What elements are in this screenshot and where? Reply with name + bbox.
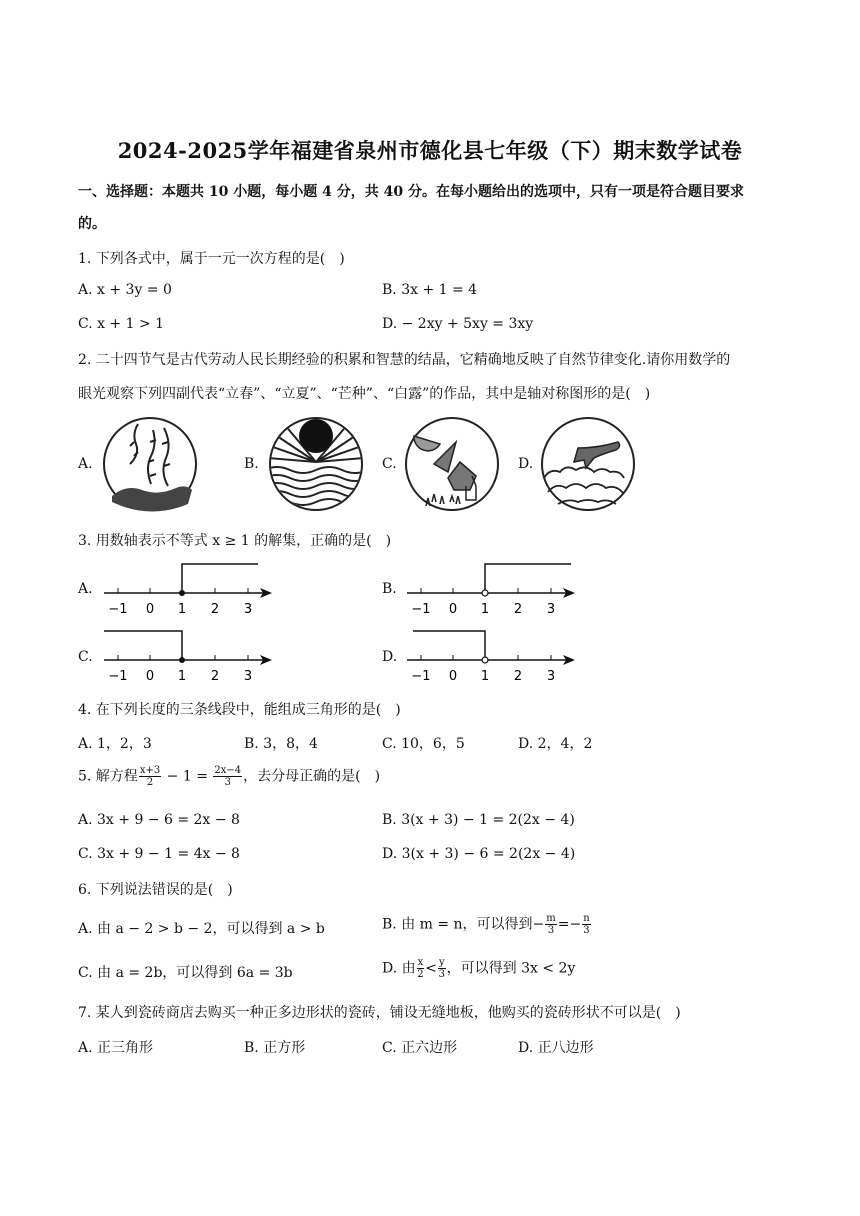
q2-option-c-label: C. — [382, 456, 397, 472]
q5-stem — [78, 765, 380, 788]
q7-option-c: C. 正六边形 — [382, 1040, 458, 1056]
q3-option-c-label: C. — [78, 649, 93, 665]
q2-option-b-label: B. — [244, 456, 259, 472]
q5-option-d: D. 3(x + 3) − 6 = 2(2x − 4) — [382, 846, 576, 862]
fraction-denominator: 3 — [583, 925, 590, 936]
fraction — [438, 957, 446, 980]
q5-stem-prefix: 5. 解方程 — [78, 768, 138, 785]
fraction-denominator: 3 — [547, 925, 555, 936]
tick-label: 1 — [177, 669, 187, 684]
fraction-numerator: 2x−4 — [214, 765, 242, 776]
tick-label: 2 — [210, 669, 220, 684]
q2-option-a-label: A. — [78, 456, 93, 472]
q5-option-a: A. 3x + 9 − 6 = 2x − 8 — [78, 812, 240, 828]
fraction-numerator: x+3 — [139, 765, 161, 776]
fraction-numerator: x — [417, 957, 424, 968]
q5-fraction-right — [213, 765, 242, 788]
tick-label: 0 — [145, 669, 155, 684]
q5-fraction-left — [139, 765, 161, 788]
q6-option-b — [382, 913, 592, 936]
q2-stem-line2: 眼光观察下列四副代表“立春”、“立夏”、“芒种”、“白露”的作品，其中是轴对称图形的是( ) — [78, 386, 651, 402]
q5-option-b: B. 3(x + 3) − 1 = 2(2x − 4) — [382, 812, 575, 828]
q5-stem-suffix: ，去分母正确的是( ) — [243, 768, 381, 785]
q6-option-d-prefix: D. 由 — [382, 960, 416, 977]
tick-label: 3 — [546, 669, 556, 684]
q3-option-b-label: B. — [382, 581, 397, 597]
fraction-denominator: 3 — [224, 777, 231, 788]
q5-option-c: C. 3x + 9 − 1 = 4x − 8 — [78, 846, 240, 862]
q7-option-a: A. 正三角形 — [78, 1040, 154, 1056]
q4-option-b: B. 3，8，4 — [244, 736, 318, 752]
mangzhong-emblem-image — [400, 416, 508, 512]
q4-stem: 4. 在下列长度的三条线段中，能组成三角形的是( ) — [78, 702, 401, 718]
q5-stem-middle: − 1 = — [162, 768, 213, 785]
fraction-numerator: m — [546, 913, 556, 924]
q1-option-c: C. x + 1 > 1 — [78, 316, 165, 332]
q3-option-a-label: A. — [78, 581, 93, 597]
fraction — [417, 957, 425, 980]
q4-option-a: A. 1，2，3 — [78, 736, 152, 752]
q6-option-d — [382, 957, 575, 980]
bailu-emblem-image — [536, 416, 644, 512]
tick-label: −1 — [108, 602, 128, 617]
q6-option-b-middle: =− — [557, 916, 582, 933]
q3-number-line-b — [403, 560, 583, 620]
page-title: 2024-2025学年福建省泉州市德化县七年级（下）期末数学试卷 — [117, 138, 743, 163]
tick-label: 3 — [243, 602, 253, 617]
q1-option-a: A. x + 3y = 0 — [78, 282, 172, 298]
fraction-numerator: n — [583, 913, 590, 924]
q7-stem: 7. 某人到瓷砖商店去购买一种正多边形状的瓷砖，铺设无缝地板，他购买的瓷砖形状不可以是( ) — [78, 1005, 681, 1021]
q3-number-line-a — [100, 560, 280, 620]
tick-label: −1 — [411, 669, 431, 684]
q7-option-d: D. 正八边形 — [518, 1040, 594, 1056]
tick-label: 0 — [448, 669, 458, 684]
q3-number-line-d — [403, 627, 583, 687]
q2-option-d-label: D. — [518, 456, 534, 472]
fraction-denominator: 2 — [417, 969, 424, 980]
tick-label: 2 — [210, 602, 220, 617]
q2-stem-line1: 2. 二十四节气是古代劳动人民长期经验的积累和智慧的结晶，它精确地反映了自然节律变化.请你用数学的 — [78, 352, 731, 368]
q6-stem: 6. 下列说法错误的是( ) — [78, 882, 233, 898]
section-heading-line2: 的。 — [78, 216, 106, 232]
tick-label: 1 — [177, 602, 187, 617]
q6-option-d-middle: < — [425, 960, 438, 977]
q7-option-b: B. 正方形 — [244, 1040, 306, 1056]
fraction-numerator: y — [439, 957, 445, 968]
tick-label: 2 — [513, 669, 523, 684]
q4-option-d: D. 2，4，2 — [518, 736, 593, 752]
fraction — [545, 913, 556, 936]
tick-label: −1 — [108, 669, 128, 684]
q4-option-c: C. 10，6，5 — [382, 736, 465, 752]
q6-option-a: A. 由 a − 2 > b − 2，可以得到 a > b — [78, 921, 325, 937]
q1-stem: 1. 下列各式中，属于一元一次方程的是( ) — [78, 251, 345, 267]
q6-option-b-prefix: B. 由 m = n，可以得到− — [382, 916, 545, 933]
tick-label: −1 — [411, 602, 431, 617]
lichun-emblem-image — [98, 416, 206, 512]
q1-option-b: B. 3x + 1 = 4 — [382, 282, 478, 298]
q6-option-c: C. 由 a = 2b，可以得到 6a = 3b — [78, 965, 293, 981]
q6-option-d-suffix: ，可以得到 3x < 2y — [446, 960, 576, 977]
q3-option-d-label: D. — [382, 649, 398, 665]
fraction — [582, 913, 590, 936]
q3-stem: 3. 用数轴表示不等式 x ≥ 1 的解集，正确的是( ) — [78, 533, 392, 549]
fraction-denominator: 2 — [146, 777, 154, 788]
lixia-emblem-image — [264, 416, 372, 512]
tick-label: 3 — [546, 602, 556, 617]
tick-label: 1 — [480, 669, 490, 684]
q3-number-line-c — [100, 627, 280, 687]
tick-label: 0 — [448, 602, 458, 617]
tick-label: 3 — [243, 669, 253, 684]
q1-option-d: D. − 2xy + 5xy = 3xy — [382, 316, 534, 332]
tick-label: 0 — [145, 602, 155, 617]
fraction-denominator: 3 — [438, 969, 446, 980]
tick-label: 2 — [513, 602, 523, 617]
section-heading-line1: 一、选择题：本题共 10 小题，每小题 4 分，共 40 分。在每小题给出的选项中，只有一项是符合题目要求 — [78, 184, 744, 200]
tick-label: 1 — [480, 602, 490, 617]
